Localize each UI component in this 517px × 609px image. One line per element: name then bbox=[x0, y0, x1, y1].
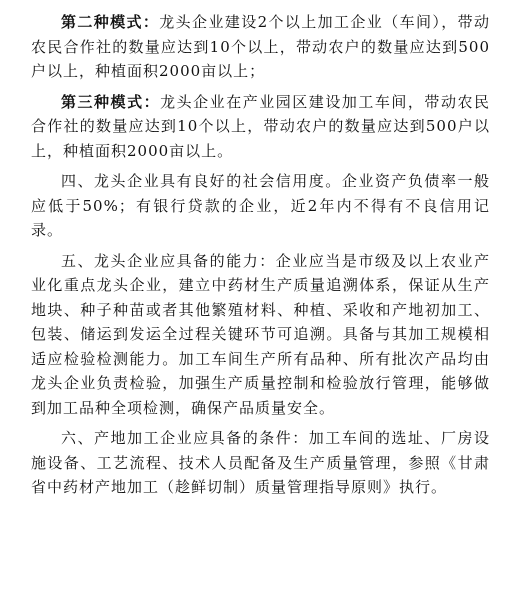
mode-three-text: 龙头企业在产业园区建设加工车间，带动农民合作社的数量应达到10个以上，带动农户的数量应达到500户以上，种植面积2000亩以上。 bbox=[31, 92, 490, 160]
paragraph-credit-requirement bbox=[31, 169, 490, 243]
paragraph-mode-three bbox=[31, 90, 490, 164]
processing-conditions-text: 六、产地加工企业应具备的条件：加工车间的选址、厂房设施设备、工艺流程、技术人员配备及生产质量管理，参照《甘肃省中药材产地加工（趁鲜切制）质量管理指导原则》执行。 bbox=[31, 429, 490, 496]
paragraph-mode-two bbox=[31, 10, 490, 84]
mode-three-label: 第三种模式： bbox=[61, 92, 161, 111]
capability-requirement-text: 五、龙头企业应具备的能力：企业应当是市级及以上农业产业化重点龙头企业，建立中药材生产质量追溯体系，保证从生产地块、种子种苗或者其他繁殖材料、种植、采收和产地初加工、包装、储运到发运全过程关键环节可追溯。具备与其加工规模相适应检验检测能力。加工车间生产所有品种、所有批次产品均由龙头企业负责检验，加强生产质量控制和检验放行管理，能够做到加工品种全项检测，确保产品质量安全。 bbox=[31, 251, 490, 417]
credit-requirement-text: 四、龙头企业具有良好的社会信用度。企业资产负债率一般应低于50%；有银行贷款的企业，近2年内不得有不良信用记录。 bbox=[31, 172, 490, 239]
mode-two-text: 龙头企业建设2个以上加工企业（车间），带动农民合作社的数量应达到10个以上，带动农户的数量应达到500户以上，种植面积2000亩以上； bbox=[31, 13, 490, 80]
paragraph-processing-conditions bbox=[31, 426, 490, 500]
mode-two-label: 第二种模式： bbox=[61, 13, 160, 31]
paragraph-capability-requirement bbox=[31, 249, 490, 421]
